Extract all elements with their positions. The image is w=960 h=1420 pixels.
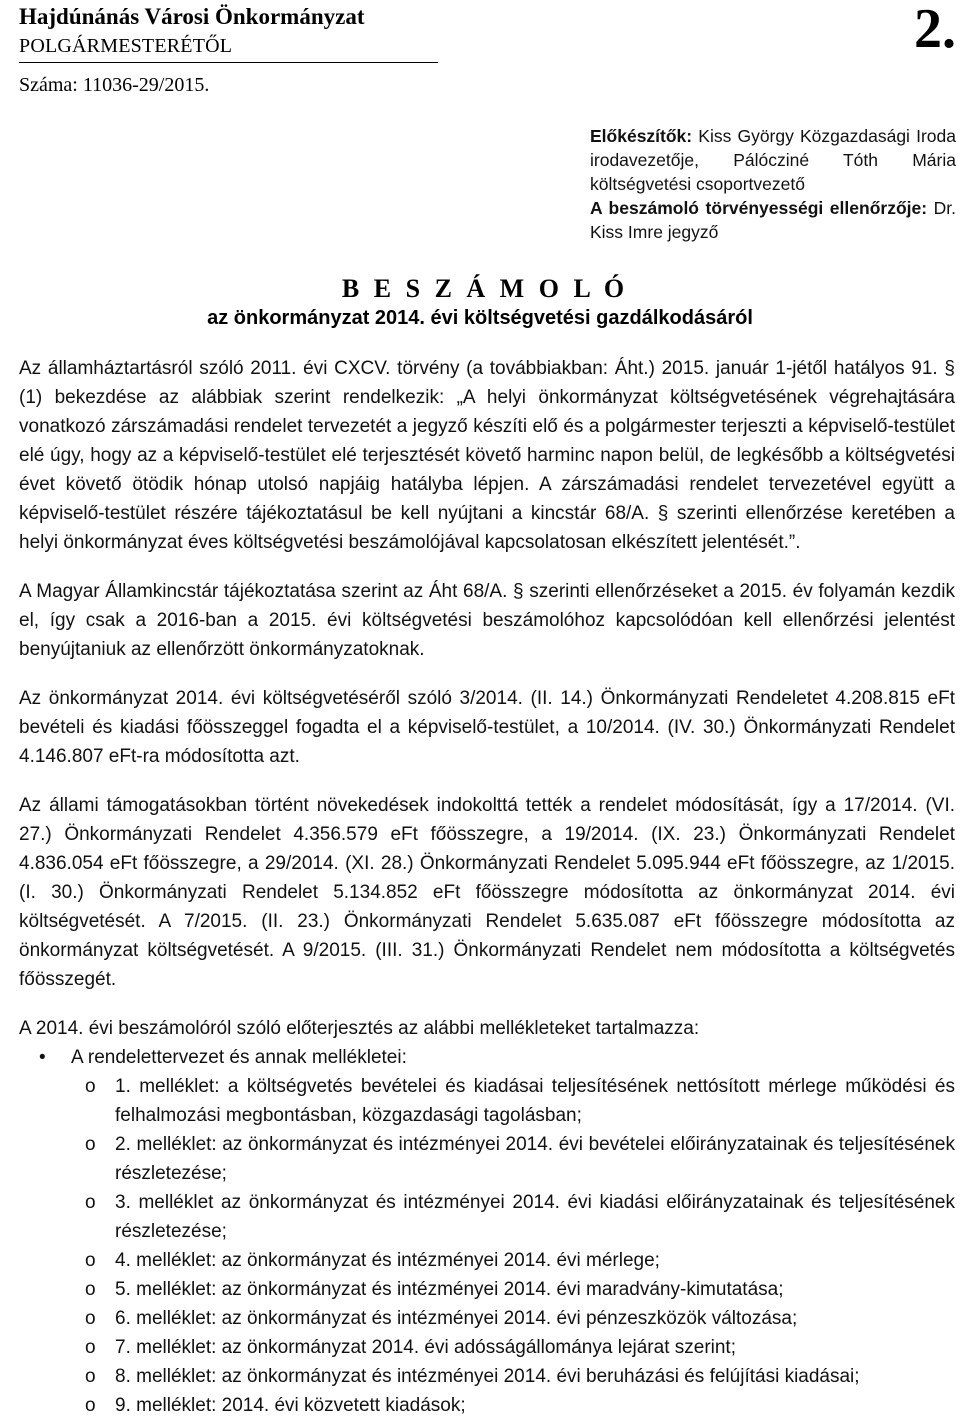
bullet-icon: • — [39, 1047, 46, 1068]
list-marker: o — [85, 1076, 96, 1097]
list-marker: o — [85, 1134, 96, 1155]
annex-text: 5. melléklet: az önkormányzat és intézményei 2014. évi maradvány-kimutatása; — [115, 1279, 784, 1300]
bullet-item — [19, 1043, 955, 1072]
preparers-label: Előkészítők: — [590, 126, 693, 146]
annex-text: 7. melléklet: az önkormányzat 2014. évi adósságállománya lejárat szerint; — [115, 1337, 736, 1358]
list-marker: o — [85, 1279, 96, 1300]
preparers-text: Kiss György Közgazdasági Iroda irodavezetője, Pálócziné Tóth Mária költségvetési csoportvezető — [590, 126, 956, 194]
annex-item — [19, 1362, 955, 1391]
preparers-block — [590, 124, 956, 244]
list-marker: o — [85, 1308, 96, 1329]
report-title: B E S Z Á M O L Ó — [341, 274, 629, 303]
legality-text: Dr. Kiss Imre jegyző — [590, 198, 956, 242]
document-number: 2. — [914, 0, 956, 60]
annex-text: 3. melléklet az önkormányzat és intézményei 2014. évi kiadási előirányzatainak és teljesítésének részletezése; — [115, 1192, 955, 1242]
annex-item — [19, 1130, 955, 1188]
paragraph-annexes-intro: A 2014. évi beszámolóról szóló előterjesztés az alábbi mellékleteket tartalmazza: — [19, 1018, 700, 1039]
list-marker: o — [85, 1192, 96, 1213]
annex-text: 2. melléklet: az önkormányzat és intézményei 2014. évi bevételei előirányzatainak és teljesítésének részletezése; — [115, 1134, 955, 1184]
annex-text: 8. melléklet: az önkormányzat és intézményei 2014. évi beruházási és felújítási kiadásai; — [115, 1366, 860, 1387]
annex-item — [19, 1333, 955, 1362]
annex-item — [19, 1246, 955, 1275]
annex-item — [19, 1304, 955, 1333]
bullet-text: A rendelettervezet és annak mellékletei: — [71, 1047, 407, 1068]
reference-number: Száma: 11036-29/2015. — [19, 74, 210, 96]
paragraph-legal-basis: Az államháztartásról szóló 2011. évi CXCV. törvény (a továbbiakban: Áht.) 2015. január 1-jétől hatályos 91. § (1) bekezdése az alábbiak szerint rendelkezik: „A helyi önkormányzat költségvetésének végrehajtására vonatkozó zárszámadási rendelet tervezetét a jegyző készíti elő és a polgármester terjeszti a képviselő-testület elé úgy, hogy az a képviselő-testület elé terjesztését követő harminc napon belül, de legkésőbb a költségvetési évet követő ötödik hónap utolsó napjáig hatályba lépjen. A zárszámadási rendelet tervezetével együtt a képviselő-testület részére tájékoztatásul be kell nyújtani a kincstár 68/A. § szerinti ellenőrzése keretében a helyi önkormányzat éves költségvetési beszámolójával kapcsolatosan elkészített jelentését.”. — [19, 358, 955, 553]
list-marker: o — [85, 1395, 96, 1416]
annex-item — [19, 1072, 955, 1130]
from-office: POLGÁRMESTERÉTŐL — [19, 35, 233, 57]
annex-text: 9. melléklet: 2014. évi közvetett kiadások; — [115, 1395, 466, 1416]
annex-item — [19, 1188, 955, 1246]
annex-text: 6. melléklet: az önkormányzat és intézményei 2014. évi pénzeszközök változása; — [115, 1308, 798, 1329]
organization-name: Hajdúnánás Városi Önkormányzat — [19, 4, 365, 29]
paragraph-budget-decree: Az önkormányzat 2014. évi költségvetéséről szóló 3/2014. (II. 14.) Önkormányzati Rendeletet 4.208.815 eFt bevételi és kiadási főösszeggel fogadta el a képviselő-testület, a 10/2014. (IV. 30.) Önkormányzati Rendelet 4.146.807 eFt-ra módosította azt. — [19, 688, 955, 767]
list-marker: o — [85, 1366, 96, 1387]
annex-item — [19, 1275, 955, 1304]
document-body — [19, 354, 955, 1420]
list-marker: o — [85, 1250, 96, 1271]
paragraph-treasury-info: A Magyar Államkincstár tájékoztatása szerint az Áht 68/A. § szerinti ellenőrzéseket a 2015. év folyamán kezdik el, így csak a 2016-ban a 2015. évi költségvetési beszámolóhoz kapcsolódóan kell ellenőrzési jelentést benyújtaniuk az ellenőrzött önkormányzatoknak. — [19, 581, 955, 660]
annex-text: 4. melléklet: az önkormányzat és intézményei 2014. évi mérlege; — [115, 1250, 660, 1271]
list-marker: o — [85, 1337, 96, 1358]
report-subtitle: az önkormányzat 2014. évi költségvetési gazdálkodásáról — [207, 307, 753, 329]
legality-label: A beszámoló törvényességi ellenőrzője: — [590, 198, 928, 218]
annex-text: 1. melléklet: a költségvetés bevételei és kiadásai teljesítésének nettósított mérlege működési és felhalmozási megbontásban, közgazdasági tagolásban; — [115, 1076, 955, 1126]
header-divider — [19, 62, 438, 63]
annex-item — [19, 1391, 955, 1420]
paragraph-amendments: Az állami támogatásokban történt növekedések indokolttá tették a rendelet módosítását, így a 17/2014. (VI. 27.) Önkormányzati Rendelet 4.356.579 eFt főösszegre, a 19/2014. (IX. 23.) Önkormányzati Rendelet 4.836.054 eFt főösszegre, a 29/2014. (XI. 28.) Önkormányzati Rendelet 5.095.944 eFt főösszegre, az 1/2015. (I. 30.) Önkormányzati Rendelet 5.134.852 eFt főösszegre módosította az önkormányzat 2014. évi költségvetését. A 7/2015. (II. 23.) Önkormányzati Rendelet 5.635.087 eFt főösszegre módosította az önkormányzat költségvetését. A 9/2015. (III. 31.) Önkormányzati Rendelet nem módosította a költségvetés főösszegét. — [19, 795, 955, 990]
